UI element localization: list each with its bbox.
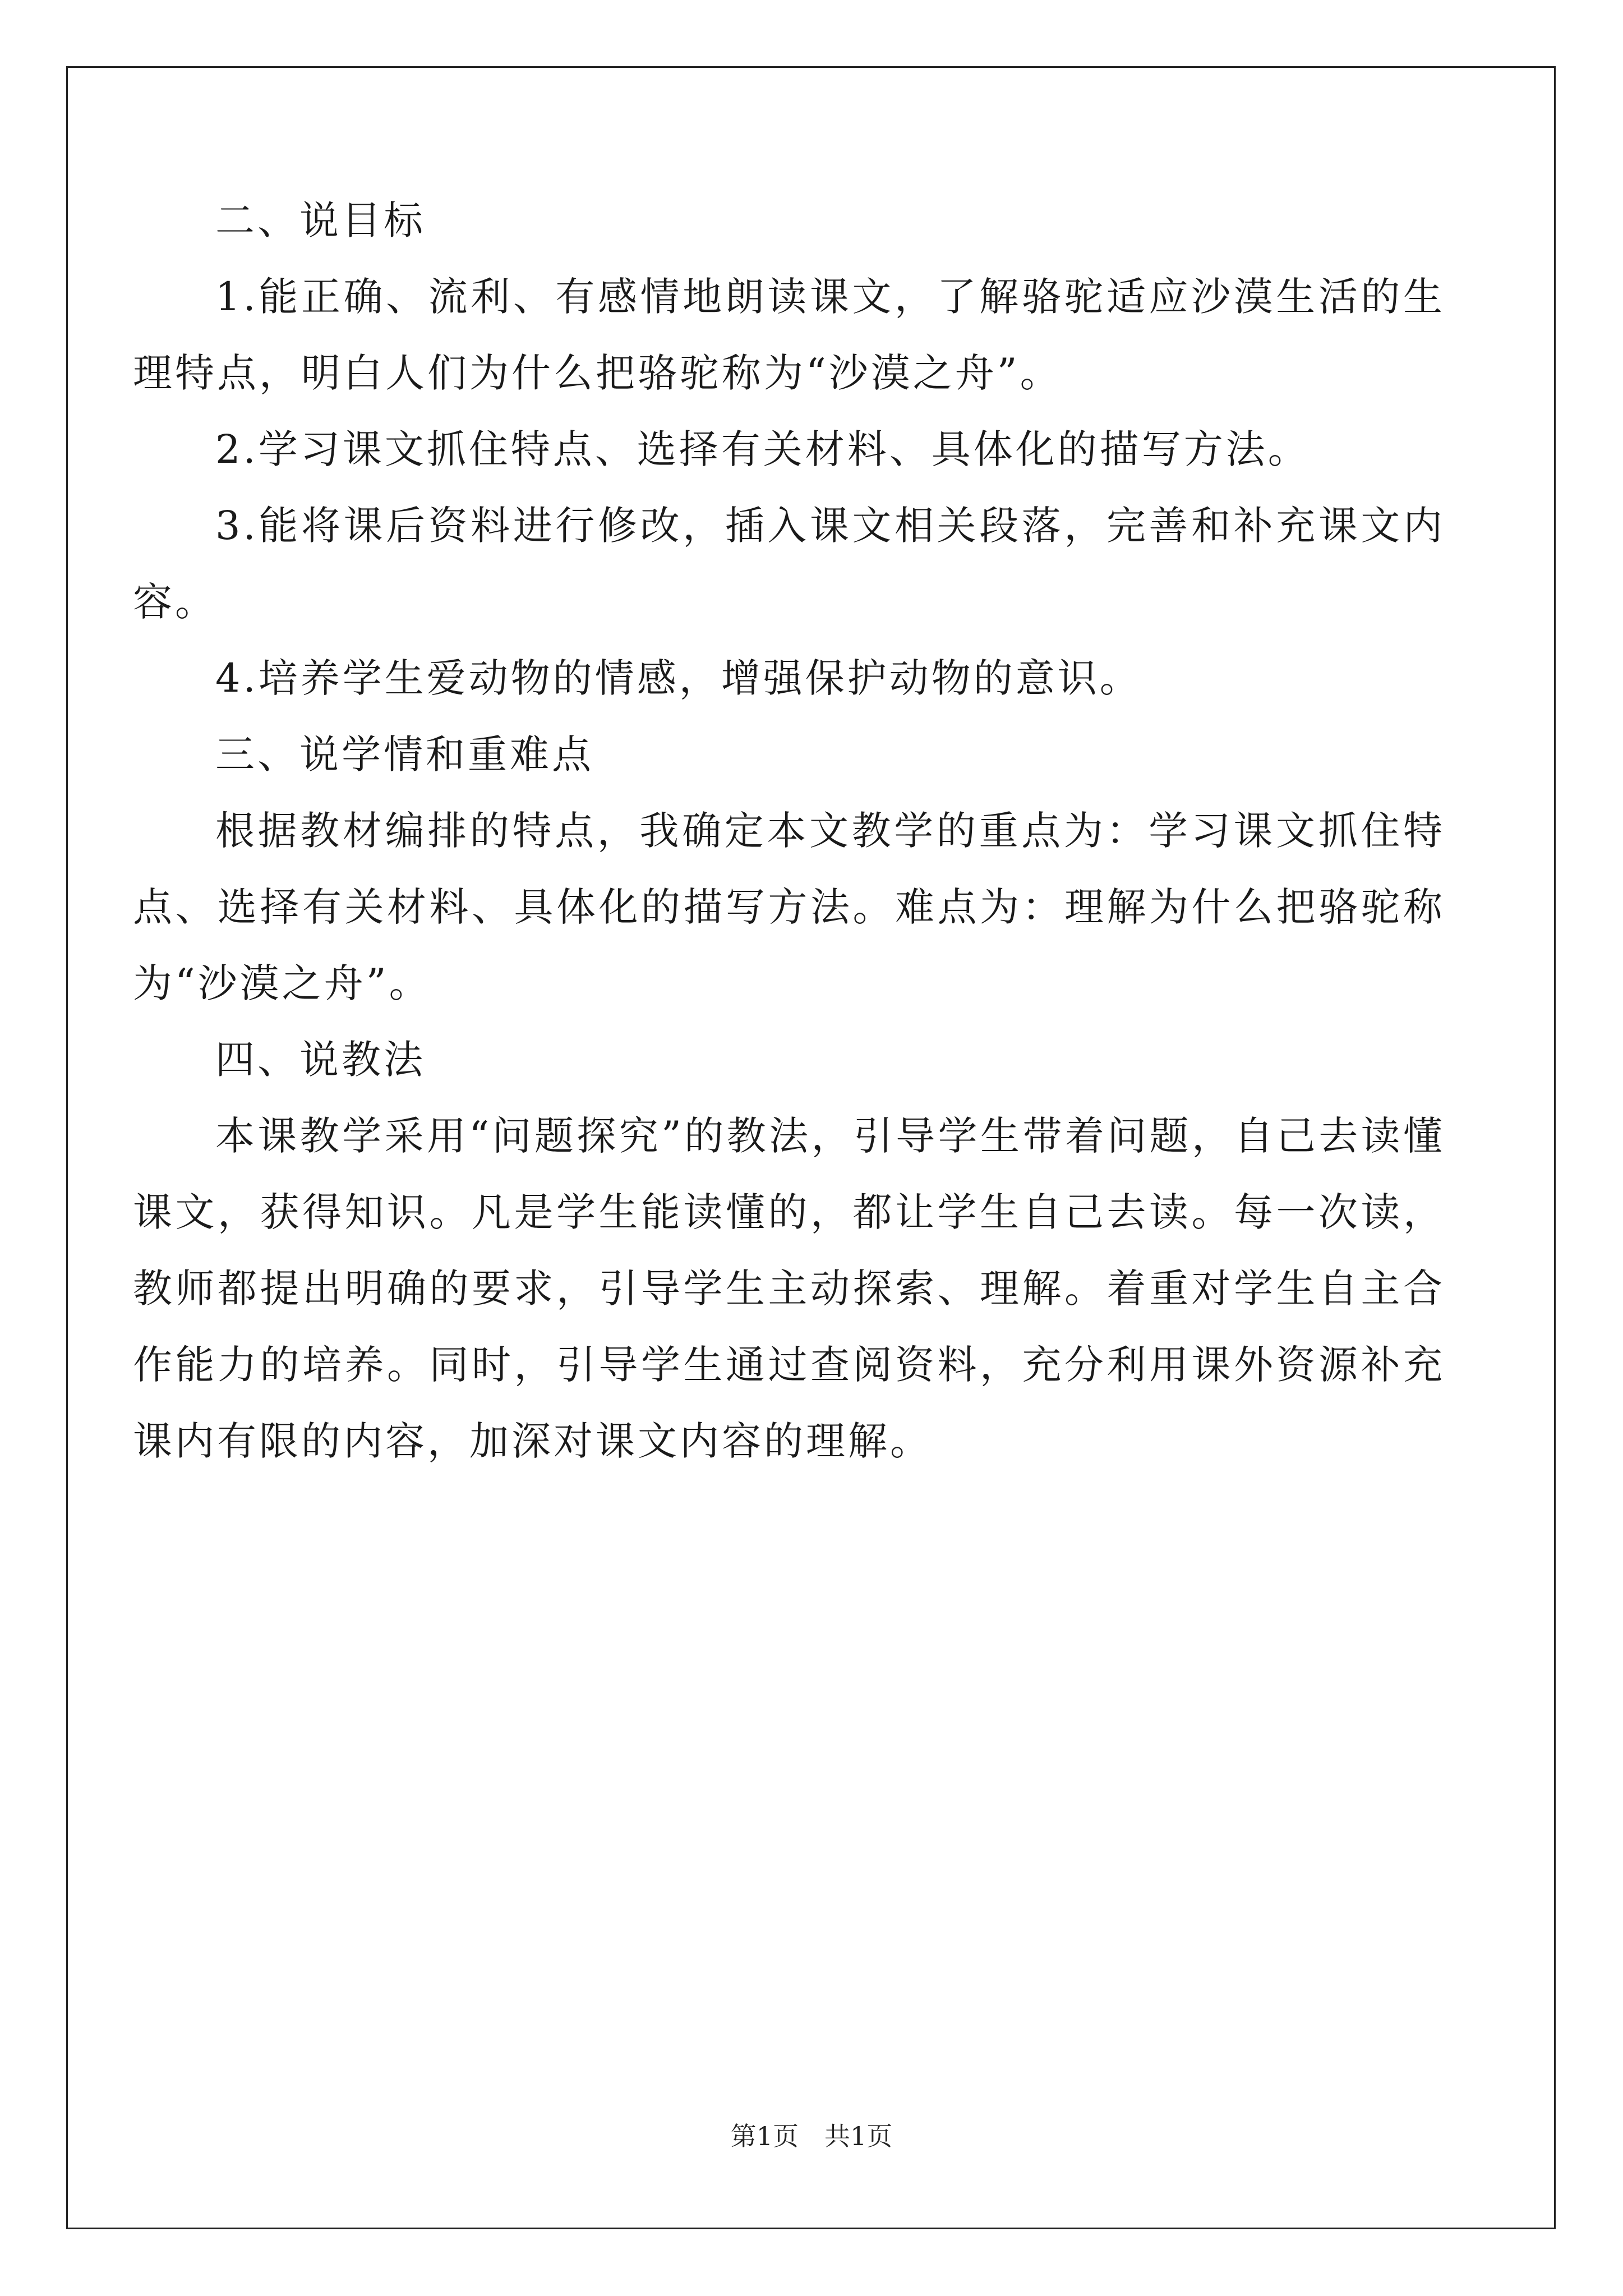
page-total: 共1页 — [824, 2121, 893, 2151]
goal-item-2: 2.学习课文抓住特点、选择有关材料、具体化的描写方法。 — [215, 426, 1310, 472]
page-number: 第1页 — [730, 2121, 799, 2151]
goal-item-3: 3.能将课后资料进行修改，插入课文相关段落，完善和补充课文内容。 — [133, 503, 1445, 625]
document-body — [133, 182, 1445, 1479]
section-heading-difficulties: 三、说学情和重难点 — [215, 731, 594, 777]
page-footer — [0, 2119, 1623, 2153]
goal-item-4: 4.培养学生爱动物的情感，增强保护动物的意识。 — [215, 655, 1142, 701]
section-heading-goals: 二、说目标 — [215, 197, 426, 243]
methods-paragraph: 本课教学采用“问题探究”的教法，引导学生带着问题，自己去读懂课文，获得知识。凡是学生能读懂的，都让学生自己去读。每一次读，教师都提出明确的要求，引导学生主动探索、理解。着重对学生自主合作能力的培养。同时，引导学生通过查阅资料，充分利用课外资源补充课内有限的内容，加深对课文内容的理解。 — [133, 1113, 1445, 1464]
section-heading-methods: 四、说教法 — [215, 1037, 426, 1083]
difficulties-paragraph: 根据教材编排的特点，我确定本文教学的重点为：学习课文抓住特点、选择有关材料、具体化的描写方法。难点为：理解为什么把骆驼称为“沙漠之舟”。 — [133, 808, 1445, 1006]
goal-item-1: 1.能正确、流利、有感情地朗读课文，了解骆驼适应沙漠生活的生理特点，明白人们为什么把骆驼称为“沙漠之舟”。 — [133, 274, 1445, 396]
